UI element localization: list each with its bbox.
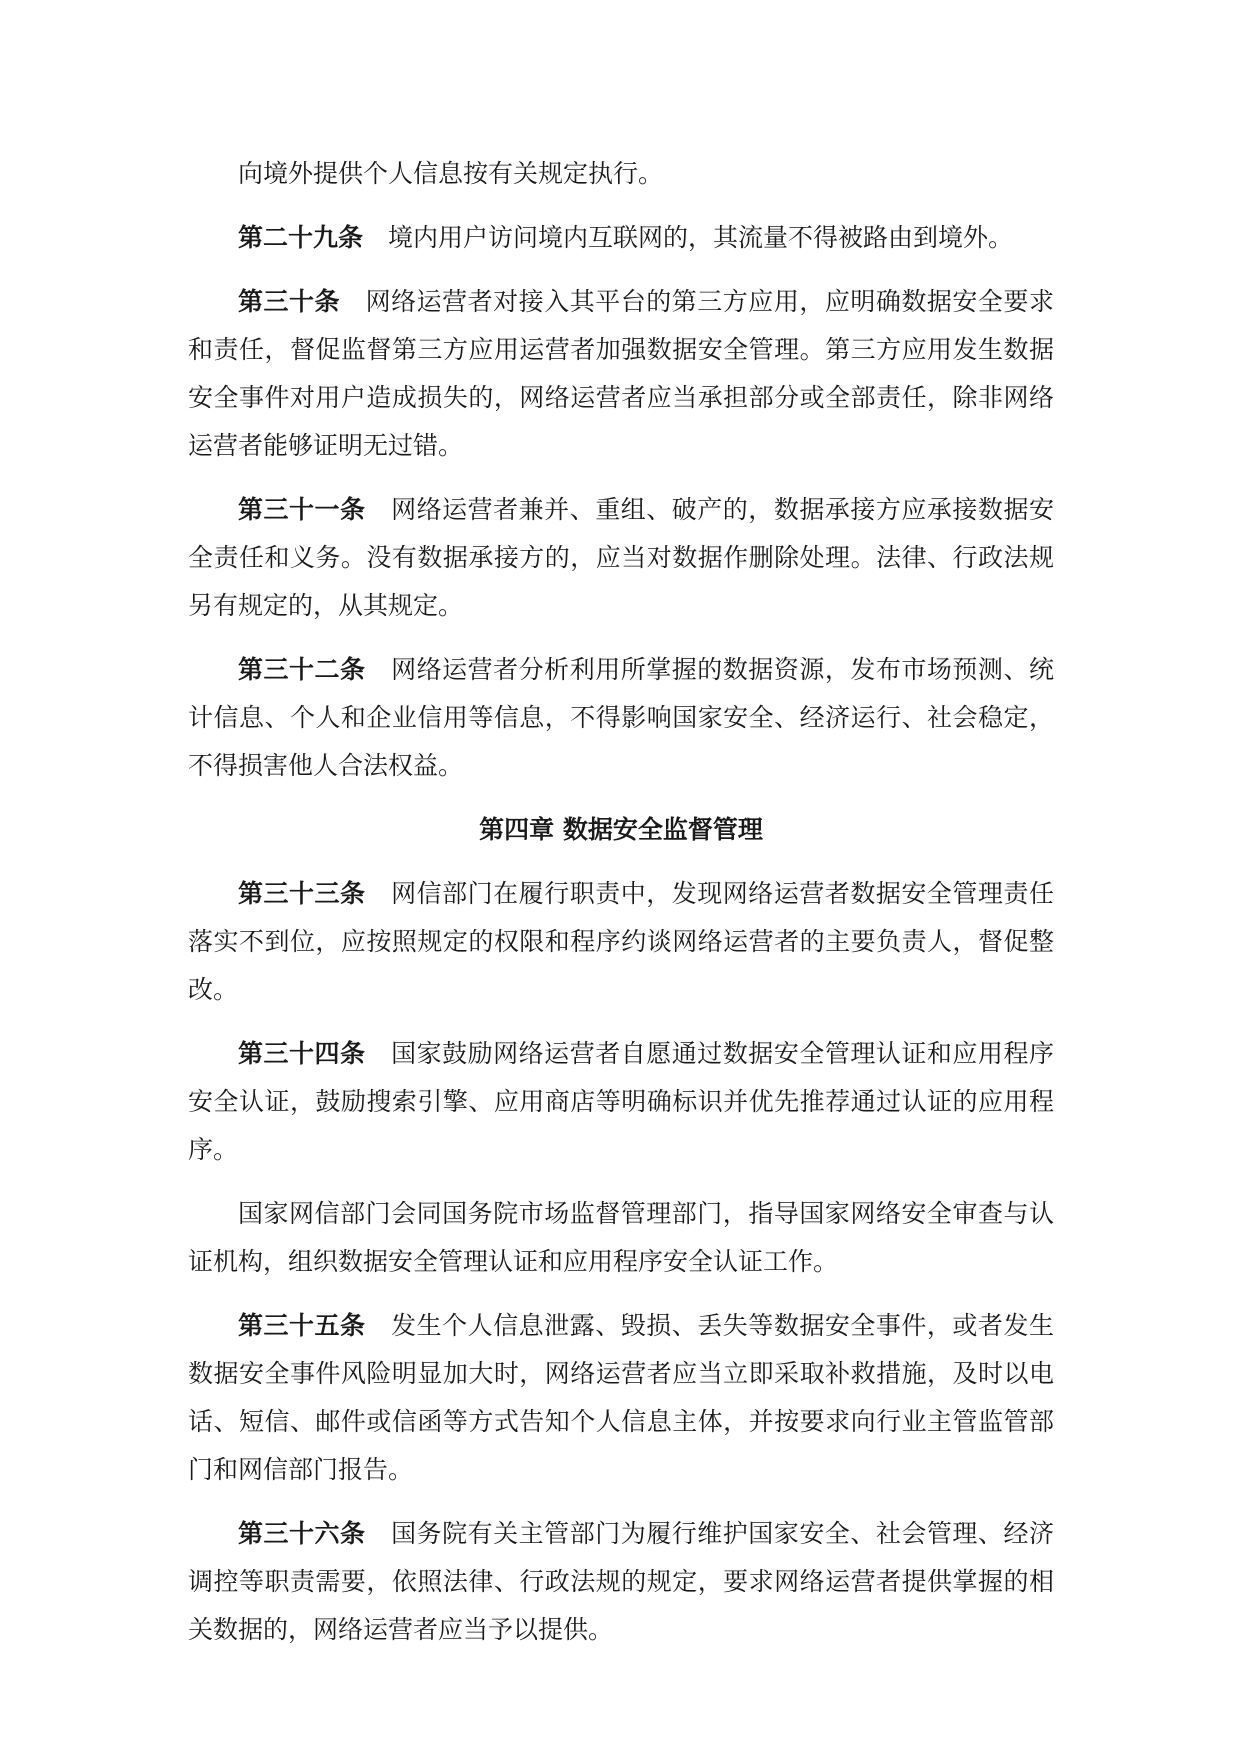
- paragraph-text: 国家网信部门会同国务院市场监督管理部门，指导国家网络安全审查与认证机构，组织数据安全管理认证和应用程序安全认证工作。: [188, 1199, 1054, 1276]
- article-35: [188, 1302, 1054, 1494]
- article-title: 第二十九条: [238, 223, 364, 252]
- article-title: 第三十五条: [238, 1311, 366, 1340]
- article-34-paragraph-2: [188, 1190, 1054, 1286]
- article-title: 第三十条: [238, 287, 341, 316]
- article-text: 国家鼓励网络运营者自愿通过数据安全管理认证和应用程序安全认证，鼓励搜索引擎、应用商店等明确标识并优先推荐通过认证的应用程序。: [188, 1039, 1054, 1164]
- chapter-heading: 第四章 数据安全监督管理: [479, 815, 763, 844]
- article-text: 网络运营者分析利用所掌握的数据资源，发布市场预测、统计信息、个人和企业信用等信息，不得影响国家安全、经济运行、社会稳定，不得损害他人合法权益。: [188, 655, 1054, 780]
- article-text: 境内用户访问境内互联网的，其流量不得被路由到境外。: [388, 223, 1014, 252]
- paragraph-text: 向境外提供个人信息按有关规定执行。: [238, 159, 664, 188]
- article-title: 第三十三条: [238, 879, 366, 908]
- article-33: [188, 870, 1054, 1014]
- article-text: 国务院有关主管部门为履行维护国家安全、社会管理、经济调控等职责需要，依照法律、行政法规的规定，要求网络运营者提供掌握的相关数据的，网络运营者应当予以提供。: [188, 1519, 1054, 1644]
- article-title: 第三十四条: [238, 1039, 366, 1068]
- document-body: [188, 150, 1054, 1654]
- article-32: [188, 646, 1054, 790]
- article-29: [188, 214, 1054, 262]
- article-36: [188, 1510, 1054, 1654]
- article-34: [188, 1030, 1054, 1174]
- article-text: 发生个人信息泄露、毁损、丢失等数据安全事件，或者发生数据安全事件风险明显加大时，网络运营者应当立即采取补救措施，及时以电话、短信、邮件或信函等方式告知个人信息主体，并按要求向行业主管监管部门和网信部门报告。: [188, 1311, 1054, 1484]
- article-text: 网络运营者兼并、重组、破产的，数据承接方应承接数据安全责任和义务。没有数据承接方的，应当对数据作删除处理。法律、行政法规另有规定的，从其规定。: [188, 495, 1054, 620]
- paragraph-continuation: [188, 150, 1054, 198]
- article-text: 网络运营者对接入其平台的第三方应用，应明确数据安全要求和责任，督促监督第三方应用运营者加强数据安全管理。第三方应用发生数据安全事件对用户造成损失的，网络运营者应当承担部分或全部责任，除非网络运营者能够证明无过错。: [188, 287, 1054, 460]
- article-text: 网信部门在履行职责中，发现网络运营者数据安全管理责任落实不到位，应按照规定的权限和程序约谈网络运营者的主要负责人，督促整改。: [188, 879, 1054, 1004]
- article-title: 第三十六条: [238, 1519, 366, 1548]
- article-31: [188, 486, 1054, 630]
- article-title: 第三十一条: [238, 495, 366, 524]
- article-title: 第三十二条: [238, 655, 366, 684]
- article-30: [188, 278, 1054, 470]
